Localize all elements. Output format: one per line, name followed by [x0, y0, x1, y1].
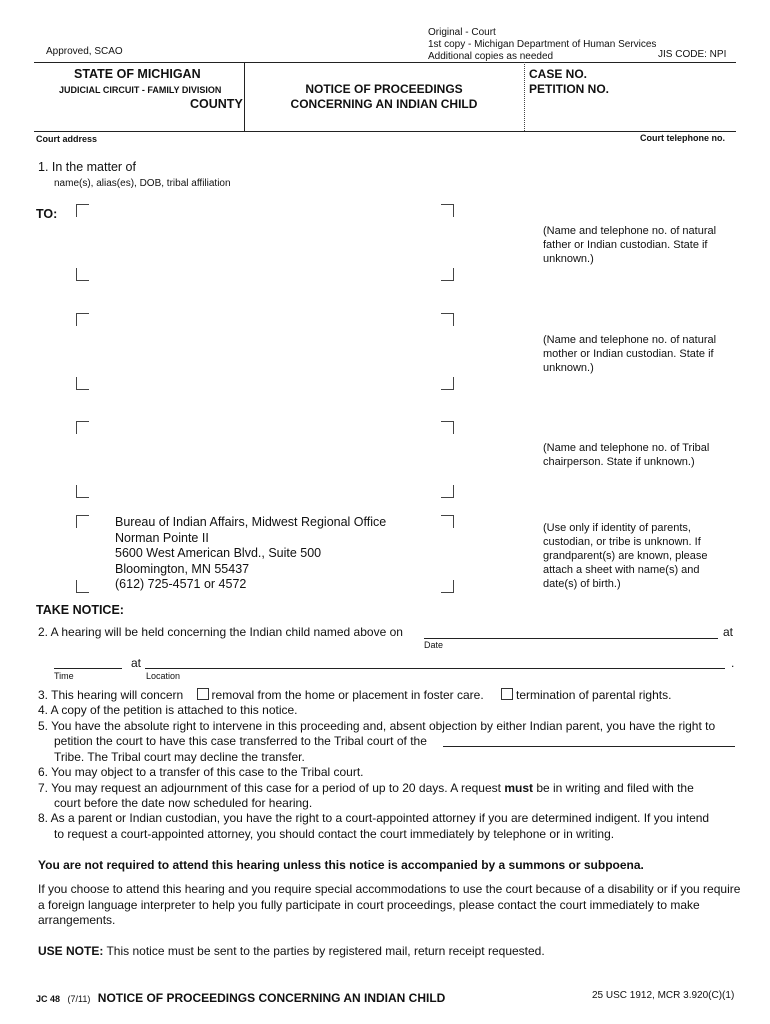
form-title-line2: CONCERNING AN INDIAN CHILD	[290, 97, 478, 111]
state-name: STATE OF MICHIGAN	[74, 67, 201, 81]
court-address-field[interactable]: Court address	[36, 134, 98, 144]
ada-line-1: If you choose to attend this hearing and you require special accommodations to use the court because of a disability or if you require	[38, 882, 741, 896]
bia-line-5: (612) 725-4571 or 4572	[115, 577, 247, 591]
ada-notice	[38, 882, 740, 929]
court-telephone-field[interactable]: Court telephone no.	[640, 133, 725, 143]
period: .	[731, 656, 735, 670]
time-label: Time	[54, 671, 74, 681]
distribution-copy1: 1st copy - Michigan Department of Human Services	[428, 39, 657, 50]
hearing-time-field[interactable]	[54, 668, 122, 669]
item-7-text-b: be in writing and filed with the	[536, 781, 694, 795]
ada-line-3: arrangements.	[38, 913, 116, 927]
citation: 25 USC 1912, MCR 3.920(C)(1)	[592, 990, 735, 1001]
bracket-corner	[441, 515, 454, 528]
bia-line-3: 5600 West American Blvd., Suite 500	[115, 546, 322, 560]
use-note	[38, 944, 545, 958]
bracket-corner	[76, 421, 89, 434]
bia-line-1: Bureau of Indian Affairs, Midwest Regional Office	[115, 515, 387, 529]
bracket-corner	[441, 268, 454, 281]
item-5-line3: Tribe. The Tribal court may decline the transfer.	[54, 750, 305, 764]
bracket-corner	[76, 485, 89, 498]
bracket-corner	[76, 313, 89, 326]
take-notice-heading: TAKE NOTICE:	[36, 603, 124, 617]
bracket-corner	[441, 580, 454, 593]
bracket-corner	[76, 580, 89, 593]
bracket-corner	[76, 377, 89, 390]
item-7-line2: court before the date now scheduled for hearing.	[54, 796, 313, 810]
ada-line-2: a foreign language interpreter to help you fully participate in court proceedings, please contact the court immediately to make	[38, 897, 700, 912]
removal-option[interactable]	[197, 688, 484, 702]
to-label: TO:	[36, 207, 58, 221]
item-7-must: must	[504, 781, 533, 795]
mother-note: (Name and telephone no. of natural mother or Indian custodian. State if unknown.)	[543, 334, 717, 374]
distribution-original: Original - Court	[428, 27, 496, 38]
form-title	[244, 82, 524, 112]
matter-field[interactable]: name(s), alias(es), DOB, tribal affiliation	[54, 178, 231, 189]
removal-checkbox[interactable]	[197, 688, 209, 700]
form-date: (7/11)	[67, 994, 91, 1004]
item-4: 4. A copy of the petition is attached to this notice.	[38, 703, 298, 717]
approved-label: Approved, SCAO	[46, 46, 123, 57]
bia-note: (Use only if identity of parents, custodian, or tribe is unknown. If grandparent(s) are known, please attach a sheet with name(s) and date(s) of birth.)	[543, 522, 708, 590]
tribal-court-field[interactable]	[443, 746, 735, 747]
bia-address	[115, 515, 386, 593]
item-7-line1	[38, 781, 694, 797]
form-title-line1: NOTICE OF PROCEEDINGS	[305, 82, 463, 96]
bracket-corner	[76, 515, 89, 528]
form-id: JC 48	[36, 994, 61, 1004]
at-label-1: at	[723, 625, 734, 639]
bracket-corner	[76, 268, 89, 281]
county-label: COUNTY	[190, 97, 243, 111]
jis-code: JIS CODE: NPI	[658, 49, 727, 60]
at-label-2: at	[131, 656, 142, 670]
item-7-text-a: 7. You may request an adjournment of this case for a period of up to 20 days. A request	[38, 781, 501, 795]
header-divider-2	[524, 62, 525, 131]
tribal-note: (Name and telephone no. of Tribal chairperson. State if unknown.)	[543, 442, 710, 468]
bracket-corner	[441, 204, 454, 217]
item-3-label: 3. This hearing will concern	[38, 688, 184, 702]
location-label: Location	[146, 671, 181, 681]
bracket-corner	[441, 485, 454, 498]
termination-label: termination of parental rights.	[516, 688, 672, 702]
attendance-notice: You are not required to attend this hearing unless this notice is accompanied by a summons or subpoena.	[38, 858, 644, 872]
hearing-location-field[interactable]	[145, 668, 725, 669]
item-5-line2: petition the court to have this case transferred to the Tribal court of the	[54, 734, 427, 748]
bia-line-4: Bloomington, MN 55437	[115, 561, 250, 576]
distribution-list	[428, 27, 656, 63]
use-note-text: This notice must be sent to the parties by registered mail, return receipt requested.	[106, 944, 545, 958]
bracket-corner	[441, 313, 454, 326]
petition-number-field[interactable]: PETITION NO.	[529, 82, 610, 96]
bracket-corner	[76, 204, 89, 217]
termination-option[interactable]	[501, 688, 671, 702]
termination-checkbox[interactable]	[501, 688, 513, 700]
use-note-label: USE NOTE:	[38, 944, 104, 958]
item-3	[38, 688, 671, 704]
matter-label: 1. In the matter of	[38, 160, 136, 174]
removal-label: removal from the home or placement in foster care.	[211, 688, 484, 702]
item-5-line1: 5. You have the absolute right to intervene in this proceeding and, absent objection by either Indian parent, you have the right to	[38, 719, 716, 733]
circuit-label: JUDICIAL CIRCUIT - FAMILY DIVISION	[59, 85, 222, 95]
bracket-corner	[441, 377, 454, 390]
item-2: 2. A hearing will be held concerning the Indian child named above on	[38, 625, 403, 639]
form-footer	[36, 989, 445, 1007]
bracket-corner	[441, 421, 454, 434]
header-bottom-rule	[34, 131, 736, 132]
hearing-date-field[interactable]	[424, 638, 718, 639]
distribution-additional: Additional copies as needed	[428, 51, 554, 62]
case-number-field[interactable]: CASE NO.	[529, 67, 588, 81]
bia-line-2: Norman Pointe II	[115, 530, 209, 545]
item-6: 6. You may object to a transfer of this case to the Tribal court.	[38, 765, 364, 779]
header-top-rule	[34, 62, 736, 63]
footer-title: NOTICE OF PROCEEDINGS CONCERNING AN INDIAN CHILD	[97, 991, 446, 1005]
item-8-line1: 8. As a parent or Indian custodian, you have the right to a court-appointed attorney if you are determined indigent. If you intend	[38, 811, 710, 825]
item-8-line2: to request a court-appointed attorney, you should contact the court immediately by telephone or in writing.	[54, 827, 615, 841]
date-label: Date	[424, 640, 444, 650]
father-note: (Name and telephone no. of natural father or Indian custodian. State if unknown.)	[543, 225, 717, 265]
